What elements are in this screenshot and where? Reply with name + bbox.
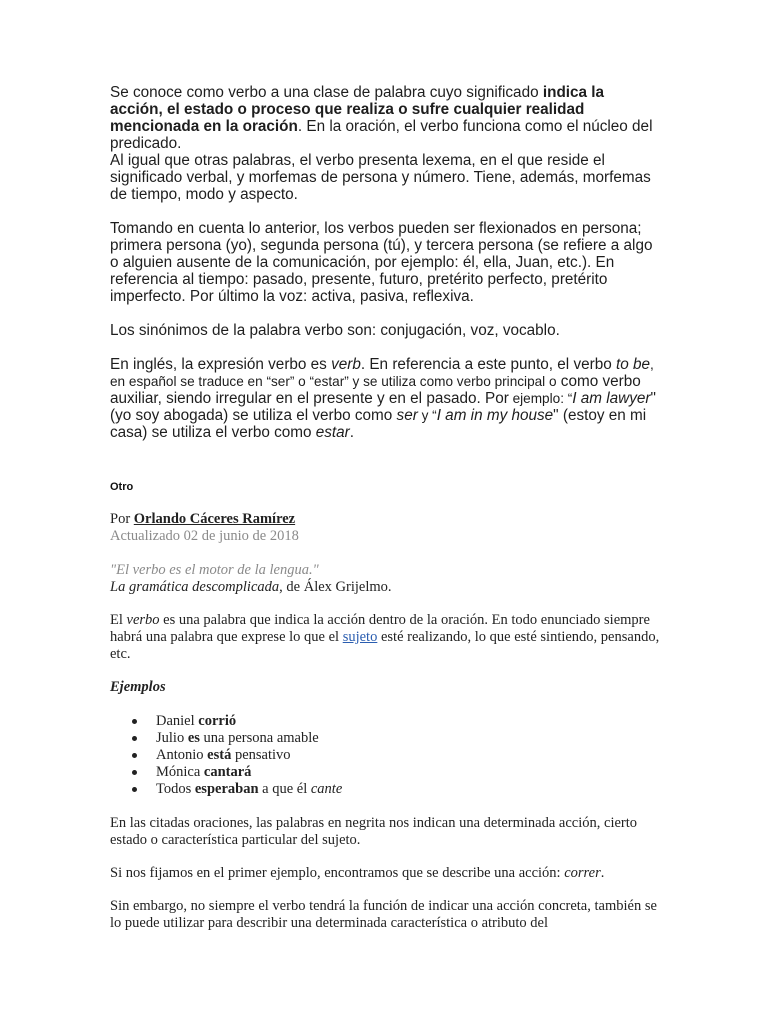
bullet-icon (132, 719, 137, 724)
bullet-icon (132, 753, 137, 758)
text-span: Si nos fijamos en el primer ejemplo, encontramos que se describe una acción: (110, 865, 565, 881)
italic-word: verb (331, 356, 361, 373)
synonyms-paragraph: Los sinónimos de la palabra verbo son: conjugación, voz, vocablo. (110, 322, 560, 339)
text-span: " (yo soy abogada) se utiliza el verbo como (110, 390, 656, 424)
list-item (110, 730, 670, 747)
english-paragraph (110, 356, 660, 441)
intro-paragraph (110, 612, 670, 663)
text-span: pensativo (231, 747, 291, 763)
text-span: Todos (156, 781, 195, 797)
quote-source (110, 579, 670, 596)
bold-verb: cantará (203, 764, 252, 780)
bold-verb: esperaban (194, 781, 259, 797)
morphology-paragraph: Al igual que otras palabras, el verbo presenta lexema, en el que reside el significado verbal, y morfemas de persona y número. Tiene, además, morfemas de tiempo, modo y aspecto. (110, 152, 651, 203)
text-span: En inglés, la expresión verbo es (110, 356, 332, 373)
text-span: como verbo auxiliar, siendo irregular en el presente y en el pasado. Por (110, 373, 641, 407)
text-span: esté realizando, lo que esté sintiendo, pensando, etc. (110, 629, 660, 662)
however-paragraph: Sin embargo, no siempre el verbo tendrá la función de indicar una acción concreta, también se lo puede utilizar para describir una determinada característica o atributo del (110, 898, 657, 931)
otro-label: Otro (110, 481, 134, 493)
text-span: a que él (258, 781, 311, 797)
list-item (110, 764, 670, 781)
examples-heading-text: Ejemplos (110, 679, 166, 695)
examples-heading (110, 679, 670, 696)
byline-prefix: Por (110, 511, 134, 527)
bold-verb: está (207, 747, 232, 763)
first-example-paragraph (110, 865, 670, 882)
text-span: El (110, 612, 127, 628)
list-item (110, 747, 670, 764)
list-item (110, 713, 670, 730)
text-span: Daniel (156, 713, 199, 729)
text-span: ejemplo: “ (508, 391, 573, 406)
article-section (110, 511, 670, 932)
italic-word: cante (310, 781, 343, 797)
inflection-paragraph: Tomando en cuenta lo anterior, los verbos pueden ser flexionados en persona; primera persona (yo), segunda persona (tú), y tercera persona (se refiere a algo o alguien ausente de la comunicación, por ejemplo: él, ella, Juan, etc.). En referencia al tiempo: pasado, presente, futuro, pretérito perfecto, pretérito imperfecto. Por último la voz: activa, pasiva, reflexiva. (110, 220, 653, 305)
quote (110, 562, 670, 579)
text-span: Se conoce como verbo a una clase de palabra cuyo significado (110, 84, 543, 101)
text-span: " (estoy en mi casa) se utiliza el verbo como (110, 407, 647, 441)
bold-verb: es (187, 730, 200, 746)
sujeto-link[interactable]: sujeto (342, 629, 378, 645)
italic-phrase: I am lawyer (572, 390, 651, 407)
text-span: y “ (417, 408, 437, 423)
text-span: . (600, 865, 605, 881)
italic-word: estar (315, 424, 350, 441)
italic-word: to be (615, 356, 650, 373)
bullet-icon (132, 736, 137, 741)
text-span: Antonio (156, 747, 208, 763)
bullet-icon (132, 770, 137, 775)
byline (110, 511, 670, 528)
book-title: La gramática descomplicada (110, 579, 280, 595)
definition-paragraph (110, 84, 660, 152)
text-span: una persona amable (199, 730, 319, 746)
text-span: . En la oración, el verbo funciona como el núcleo del predicado. (110, 118, 653, 152)
text-span: es una palabra que indica la acción dentro de la oración. En todo enunciado siempre habrá una palabra que exprese lo que el (110, 612, 650, 645)
definition-section (110, 84, 660, 441)
text-span: , en español se traduce en “ser” o “estar” y se utiliza como verbo principal o (110, 357, 654, 389)
examples-list (110, 713, 670, 798)
bullet-icon (132, 787, 137, 792)
italic-word: verbo (126, 612, 160, 628)
italic-word: ser (396, 407, 418, 424)
bold-explanation-paragraph: En las citadas oraciones, las palabras en negrita nos indican una determinada acción, cierto estado o característica particular del sujeto. (110, 815, 638, 848)
author-name[interactable]: Orlando Cáceres Ramírez (133, 511, 296, 527)
bold-verb: corrió (198, 713, 237, 729)
text-span: . (349, 424, 355, 441)
bold-definition: indica la acción, el estado o proceso que realiza o sufre cualquier realidad mencionada en la oración (110, 84, 605, 135)
text-span: Mónica (156, 764, 204, 780)
text-span: Julio (156, 730, 188, 746)
book-author: , de Álex Grijelmo. (279, 579, 392, 595)
text-span: . En referencia a este punto, el verbo (360, 356, 616, 373)
updated-date: Actualizado 02 de junio de 2018 (110, 528, 299, 544)
list-item (110, 781, 670, 798)
italic-phrase: I am in my house (436, 407, 554, 424)
italic-word: correr (564, 865, 601, 881)
quote-text: "El verbo es el motor de la lengua." (110, 562, 319, 578)
